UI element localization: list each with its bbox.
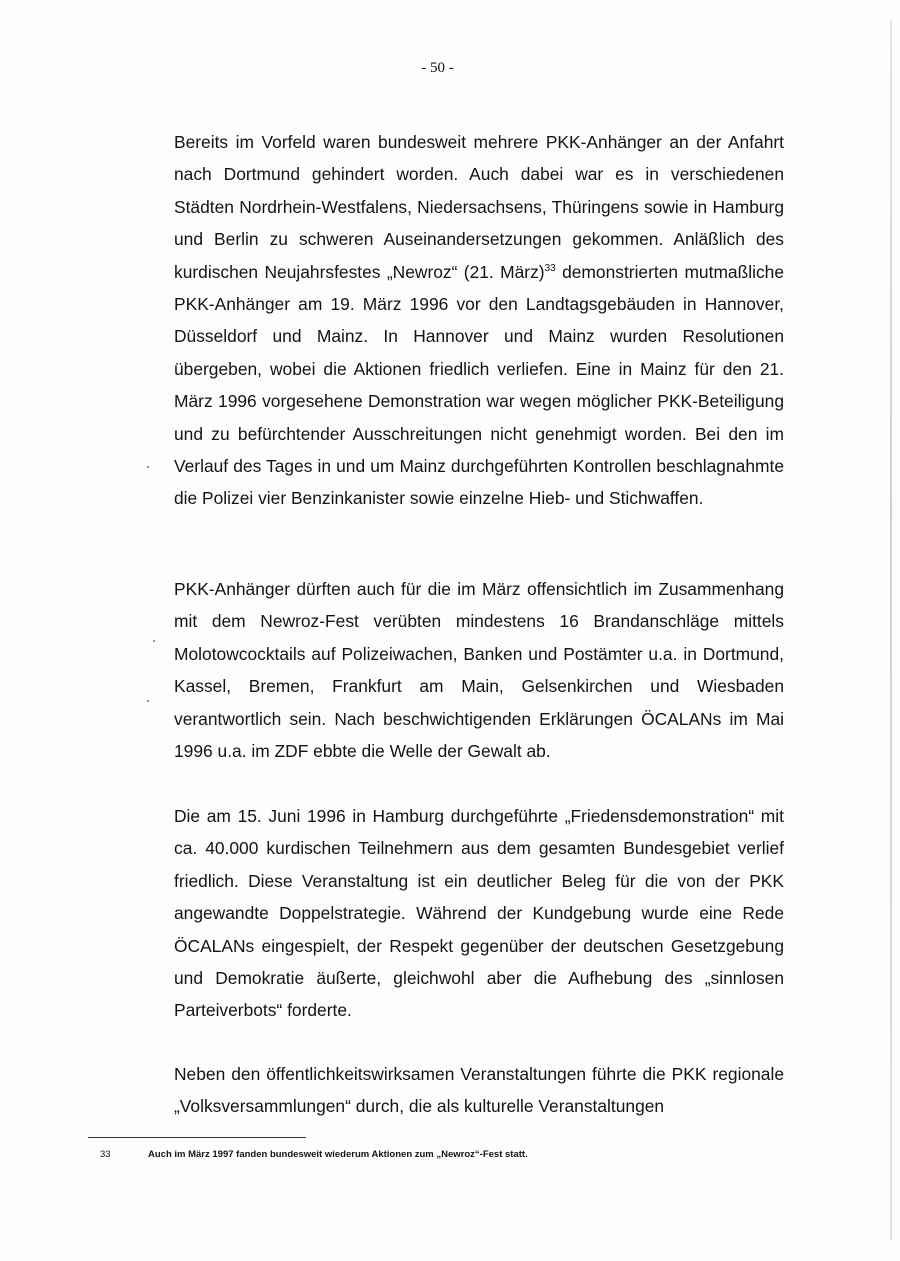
paragraph-1-text: Bereits im Vorfeld waren bundesweit mehrere PKK-Anhänger an der Anfahrt nach Dortmund gehindert worden. Auch dabei war es in verschiedenen Städten Nordrhein-Westfalens, Niedersachsens, Thüringens sowie in Hamburg und Berlin zu schweren Auseinandersetzungen gekommen. Anläßlich des kurdischen Neujahrsfestes „Newroz“ (21. März) <box>174 132 784 282</box>
footnote-number: 33 <box>100 1149 111 1160</box>
scan-edge-shadow <box>890 20 892 1240</box>
paragraph-4 <box>174 1058 784 1123</box>
scan-speck <box>153 640 155 642</box>
page-number: - 50 - <box>421 60 454 76</box>
footnote <box>100 1149 528 1160</box>
paragraph-4-text: Neben den öffentlichkeitswirksamen Veranstaltungen führte die PKK regionale „Volksversammlungen“ durch, die als kulturelle Veranstaltungen <box>174 1064 784 1117</box>
paragraph-1-continuation: demonstrierten mutmaßliche PKK-Anhänger am 19. März 1996 vor den Landtagsgebäuden in Hannover, Düsseldorf und Mainz. In Hannover und Mainz wurden Resolutionen übergeben, wobei die Aktionen friedlich verliefen. Eine in Mainz für den 21. März 1996 vorgesehene Demonstration war wegen möglicher PKK-Beteiligung und zu befürchtender Ausschreitungen nicht genehmigt worden. Bei den im Verlauf des Tages in und um Mainz durchgeführten Kontrollen beschlagnahmte die Polizei vier Benzinkanister sowie einzelne Hieb- und Stichwaffen. <box>174 261 784 509</box>
footnote-text: Auch im März 1997 fanden bundesweit wiederum Aktionen zum „Newroz“-Fest statt. <box>148 1149 528 1160</box>
scan-speck <box>147 700 149 702</box>
footnote-separator <box>88 1137 306 1138</box>
paragraph-3-text: Die am 15. Juni 1996 in Hamburg durchgeführte „Friedensdemonstration“ mit ca. 40.000 kurdischen Teilnehmern aus dem gesamten Bundesgebiet verlief friedlich. Diese Veranstaltung ist ein deutlicher Beleg für die von der PKK angewandte Doppelstrategie. Während der Kundgebung wurde eine Rede ÖCALANs eingespielt, der Respekt gegenüber der deutschen Gesetzgebung und Demokratie äußerte, gleichwohl aber die Aufhebung des „sinnlosen Parteiverbots“ forderte. <box>174 806 784 1021</box>
paragraph-1 <box>174 126 784 515</box>
scan-speck <box>147 466 149 468</box>
paragraph-3 <box>174 800 784 1027</box>
paragraph-2-text: PKK-Anhänger dürften auch für die im März offensichtlich im Zusammenhang mit dem Newroz-Fest verübten mindestens 16 Brandanschläge mittels Molotowcocktails auf Polizeiwachen, Banken und Postämter u.a. in Dortmund, Kassel, Bremen, Frankfurt am Main, Gelsenkirchen und Wiesbaden verantwortlich sein. Nach beschwichtigenden Erklärungen ÖCALANs im Mai 1996 u.a. im ZDF ebbte die Welle der Gewalt ab. <box>174 579 784 762</box>
paragraph-2 <box>174 573 784 767</box>
footnote-reference: 33 <box>544 262 556 274</box>
